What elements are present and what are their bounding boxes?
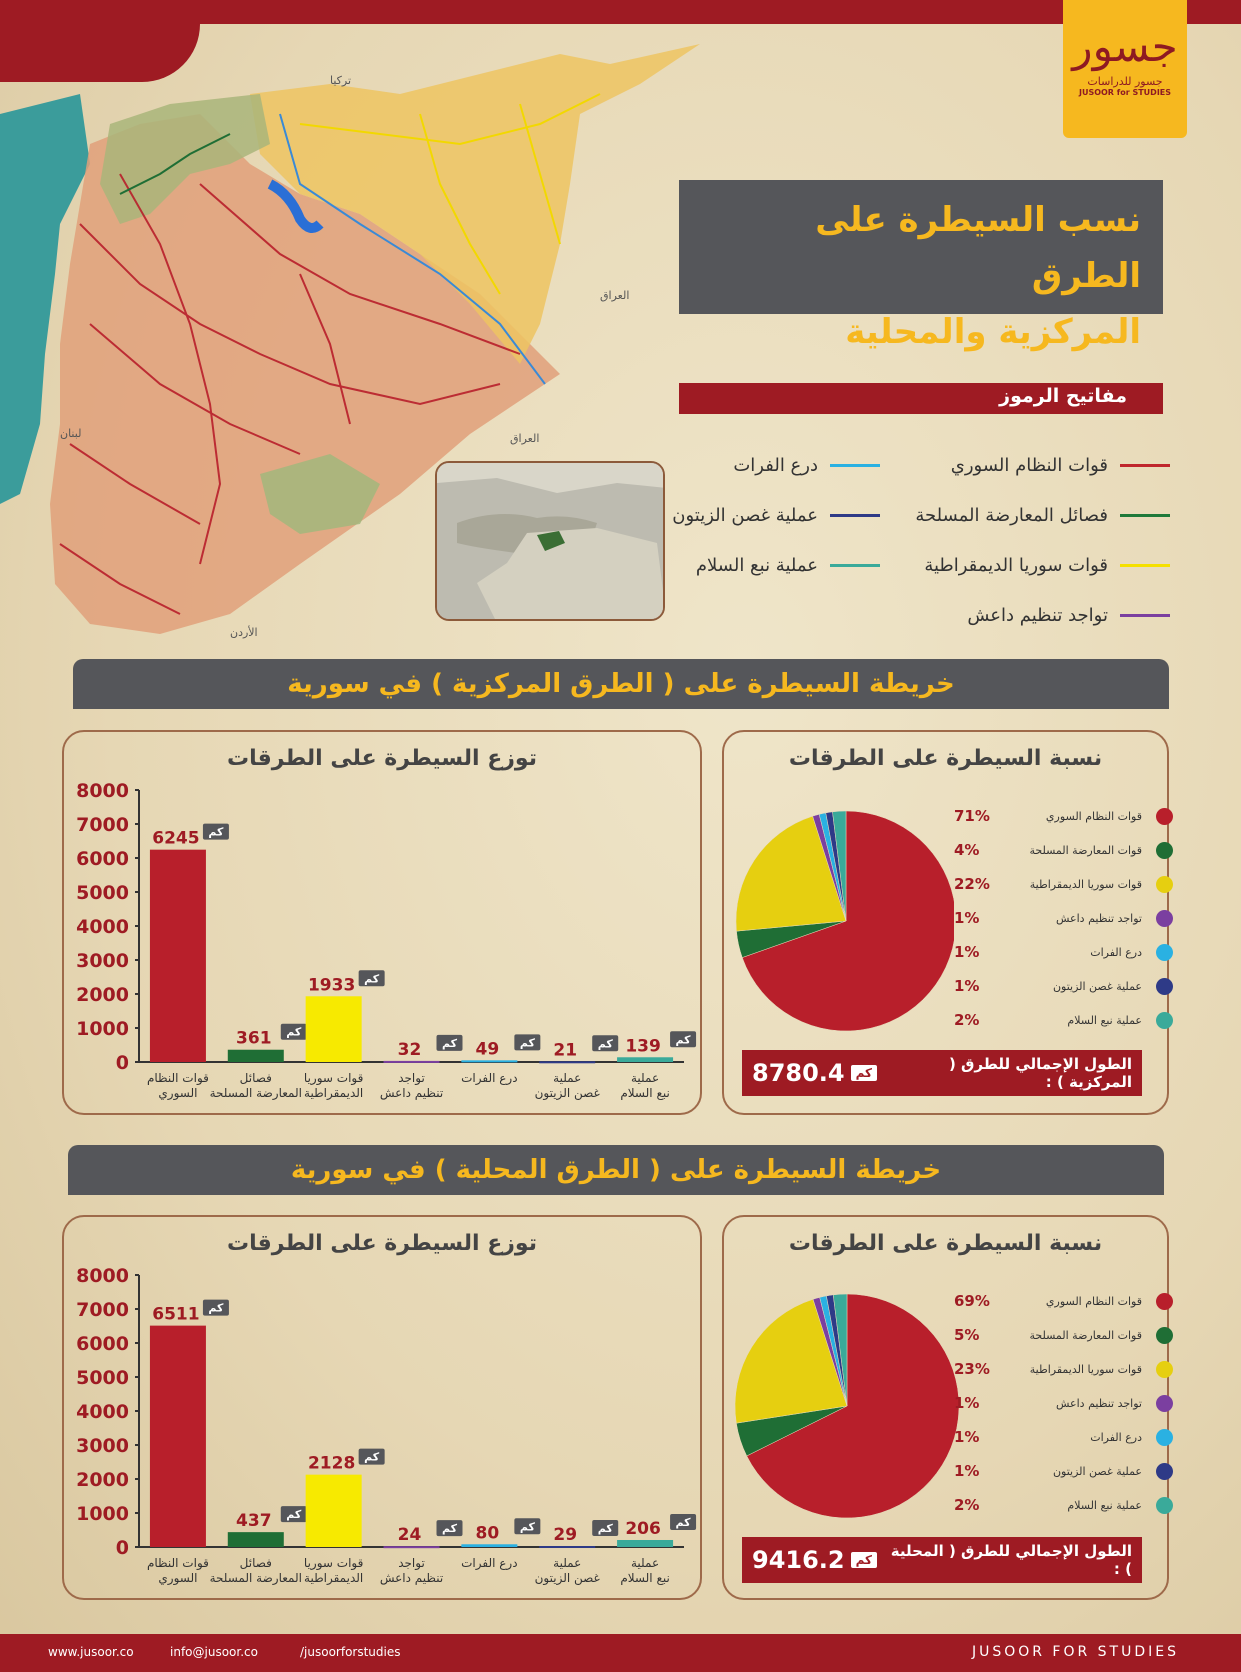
map-label-iraq: العراق xyxy=(600,289,630,302)
unit-badge-label: كم xyxy=(286,1508,302,1522)
pie-chart-local xyxy=(732,1289,962,1519)
bar-value-label: 437 xyxy=(236,1511,272,1532)
total-unit: كم xyxy=(851,1552,877,1568)
bar-value-label: 21 xyxy=(553,1040,578,1061)
y-tick-label: 5000 xyxy=(76,882,129,904)
bar-value-label: 361 xyxy=(236,1028,272,1049)
pie-legend-label: تواجد تنظيم داعش xyxy=(1056,911,1142,925)
pie-legend-item xyxy=(954,935,1173,969)
y-tick-label: 2000 xyxy=(76,1469,129,1491)
legend-item-isis xyxy=(870,601,1170,629)
unit-badge-label: كم xyxy=(675,1515,691,1529)
footer xyxy=(0,1634,1241,1672)
y-tick-label: 4000 xyxy=(76,916,129,938)
logo-mark: جسور xyxy=(1072,22,1178,71)
legend-item-regime xyxy=(870,451,1170,479)
bar-value-label: 6245 xyxy=(152,828,200,849)
pie-legend-dot xyxy=(1156,1429,1173,1446)
pie-legend-item xyxy=(954,969,1173,1003)
bar-panel-local xyxy=(62,1215,702,1600)
section-heading-central: خريطة السيطرة على ( الطرق المركزية ) في سورية xyxy=(73,659,1169,709)
bar-value-label: 2128 xyxy=(307,1453,356,1474)
bar-chart-central xyxy=(64,772,704,1112)
bar xyxy=(617,1540,673,1547)
unit-badge-label: كم xyxy=(597,1037,613,1051)
title-line-2: المركزية والمحلية xyxy=(845,312,1141,352)
footer-web-link[interactable]: www.jusoor.co xyxy=(48,1645,134,1659)
pie-legend-percent: 71% xyxy=(954,807,990,825)
total-unit: كم xyxy=(851,1065,877,1081)
title-line-1: نسب السيطرة على الطرق xyxy=(815,200,1141,296)
legend-label: تواجد تنظيم داعش xyxy=(967,604,1108,626)
x-tick-label: نبع السلام xyxy=(620,1086,670,1100)
pie-legend-label: عملية غصن الزيتون xyxy=(1052,1464,1142,1478)
bar xyxy=(150,1326,206,1547)
pie-legend-label: قوات المعارضة المسلحة xyxy=(1029,1328,1142,1342)
bar-chart-local xyxy=(64,1257,704,1597)
x-tick-label: قوات سوريا xyxy=(303,1071,364,1085)
x-tick-label: درع الفرات xyxy=(461,1556,518,1570)
pie-legend-label: درع الفرات xyxy=(1090,945,1142,959)
legend-heading: مفاتيح الرموز xyxy=(679,383,1163,414)
bar xyxy=(461,1060,517,1062)
x-tick-label: عملية xyxy=(553,1071,582,1085)
pie-legend-label: قوات المعارضة المسلحة xyxy=(1029,843,1142,857)
x-tick-label: السوري xyxy=(158,1571,198,1585)
x-tick-label: عملية xyxy=(631,1071,660,1085)
y-tick-label: 7000 xyxy=(76,814,129,836)
unit-badge-label: كم xyxy=(364,1450,380,1464)
legend-item-opposition xyxy=(870,501,1170,529)
y-tick-label: 7000 xyxy=(76,1299,129,1321)
pie-legend-percent: 4% xyxy=(954,841,980,859)
legend-label: درع الفرات xyxy=(733,454,818,476)
x-tick-label: غصن الزيتون xyxy=(534,1086,600,1100)
pie-legend-percent: 1% xyxy=(954,909,980,927)
pie-legend-central xyxy=(954,799,1173,1037)
x-tick-label: قوات النظام xyxy=(146,1556,209,1570)
pie-legend-percent: 5% xyxy=(954,1326,980,1344)
footer-brand: JUSOOR FOR STUDIES xyxy=(971,1644,1179,1660)
bar xyxy=(539,1546,595,1548)
pie-legend-item xyxy=(954,1488,1173,1522)
bar xyxy=(384,1546,440,1548)
x-tick-label: الديمقراطية xyxy=(304,1086,364,1100)
map-label-lebanon: لبنان xyxy=(60,427,82,440)
x-tick-label: عملية xyxy=(553,1556,582,1570)
pie-chart-central xyxy=(734,804,954,1034)
inset-map-drawing xyxy=(437,463,665,621)
legend-label: عملية غصن الزيتون xyxy=(672,504,818,526)
legend-swatch xyxy=(1120,614,1170,617)
pie-legend-dot xyxy=(1156,1463,1173,1480)
total-length-central xyxy=(742,1050,1142,1096)
x-tick-label: قوات سوريا xyxy=(303,1556,364,1570)
unit-badge-label: كم xyxy=(208,825,224,839)
pie-legend-dot xyxy=(1156,1361,1173,1378)
pie-legend-item xyxy=(954,1318,1173,1352)
pie-legend-label: قوات النظام السوري xyxy=(1045,1294,1142,1308)
section-heading-local: خريطة السيطرة على ( الطرق المحلية ) في سورية xyxy=(68,1145,1164,1195)
logo-arabic-name: جسور للدراسات xyxy=(1087,75,1163,88)
total-value: 9416.2 xyxy=(752,1546,845,1574)
pie-legend-label: درع الفرات xyxy=(1090,1430,1142,1444)
legend-item-euphrates-shield xyxy=(660,451,880,479)
bar-value-label: 29 xyxy=(553,1525,578,1546)
x-tick-label: درع الفرات xyxy=(461,1071,518,1085)
x-tick-label: تنظيم داعش xyxy=(379,1571,444,1585)
x-tick-label: تنظيم داعش xyxy=(379,1086,444,1100)
y-tick-label: 6000 xyxy=(76,848,129,870)
x-tick-label: غصن الزيتون xyxy=(534,1571,600,1585)
pie-legend-percent: 1% xyxy=(954,943,980,961)
pie-legend-dot xyxy=(1156,944,1173,961)
logo-english-name: JUSOOR for STUDIES xyxy=(1078,88,1172,97)
pie-legend-dot xyxy=(1156,978,1173,995)
y-tick-label: 6000 xyxy=(76,1333,129,1355)
x-tick-label: نبع السلام xyxy=(620,1571,670,1585)
total-label: الطول الإجمالي للطرق ( المركزية ) : xyxy=(948,1055,1132,1091)
footer-social-link[interactable]: /jusoorforstudies xyxy=(300,1645,401,1659)
unit-badge-label: كم xyxy=(519,1036,535,1050)
pie-panel-central xyxy=(722,730,1169,1115)
unit-badge-label: كم xyxy=(441,1522,458,1536)
pie-legend-label: قوات سوريا الديمقراطية xyxy=(1029,877,1142,891)
bar xyxy=(384,1061,440,1063)
legend-item-peace-spring xyxy=(660,551,880,579)
unit-badge-label: كم xyxy=(208,1301,224,1315)
bar xyxy=(617,1057,673,1062)
pie-legend-dot xyxy=(1156,1497,1173,1514)
legend-swatch xyxy=(1120,464,1170,467)
pie-legend-label: تواجد تنظيم داعش xyxy=(1056,1396,1142,1410)
pie-legend-dot xyxy=(1156,876,1173,893)
pie-legend-item xyxy=(954,1454,1173,1488)
bar-chart-title: توزع السيطرة على الطرقات xyxy=(227,1231,537,1256)
y-tick-label: 2000 xyxy=(76,984,129,1006)
bar xyxy=(228,1050,284,1062)
pie-chart-title: نسبة السيطرة على الطرقات xyxy=(788,746,1103,771)
bar xyxy=(539,1061,595,1063)
pie-legend-percent: 1% xyxy=(954,1428,980,1446)
x-tick-label: فصائل xyxy=(239,1556,272,1570)
y-tick-label: 1000 xyxy=(76,1503,129,1525)
map-label-turkey: تركيا xyxy=(330,74,352,87)
unit-badge-label: كم xyxy=(364,972,380,986)
pie-legend-item xyxy=(954,799,1173,833)
x-tick-label: فصائل xyxy=(239,1071,272,1085)
pie-legend-local xyxy=(954,1284,1173,1522)
pie-legend-dot xyxy=(1156,910,1173,927)
x-tick-label: قوات النظام xyxy=(146,1071,209,1085)
pie-legend-item xyxy=(954,1420,1173,1454)
pie-panel-local xyxy=(722,1215,1169,1600)
y-tick-label: 0 xyxy=(115,1537,129,1559)
x-tick-label: الديمقراطية xyxy=(304,1571,364,1585)
pie-legend-percent: 23% xyxy=(954,1360,990,1378)
x-tick-label: عملية xyxy=(631,1556,660,1570)
bar-value-label: 24 xyxy=(397,1525,422,1546)
legend-column-left xyxy=(660,451,880,579)
pie-legend-percent: 22% xyxy=(954,875,990,893)
legend-item-sdf xyxy=(870,551,1170,579)
pie-legend-percent: 1% xyxy=(954,1394,980,1412)
bar xyxy=(228,1532,284,1547)
pie-legend-dot xyxy=(1156,808,1173,825)
legend-swatch xyxy=(830,564,880,567)
footer-email-link[interactable]: info@jusoor.co xyxy=(170,1645,258,1659)
y-tick-label: 5000 xyxy=(76,1367,129,1389)
legend-swatch xyxy=(830,464,880,467)
pie-legend-dot xyxy=(1156,1012,1173,1029)
x-tick-label: تواجد xyxy=(398,1071,425,1085)
pie-legend-dot xyxy=(1156,1395,1173,1412)
x-tick-label: السوري xyxy=(158,1086,198,1100)
map-label-jordan: الأردن xyxy=(230,626,258,639)
pie-legend-dot xyxy=(1156,1327,1173,1344)
bar-value-label: 206 xyxy=(625,1518,661,1539)
bar-value-label: 80 xyxy=(475,1523,500,1544)
unit-badge-label: كم xyxy=(441,1036,458,1050)
bar xyxy=(306,996,362,1062)
legend-swatch xyxy=(830,514,880,517)
y-tick-label: 1000 xyxy=(76,1018,129,1040)
bar xyxy=(461,1544,517,1547)
pie-legend-item xyxy=(954,1352,1173,1386)
unit-badge-label: كم xyxy=(286,1025,302,1039)
pie-legend-percent: 2% xyxy=(954,1496,980,1514)
y-tick-label: 0 xyxy=(115,1052,129,1074)
x-tick-label: المعارضة المسلحة xyxy=(209,1086,302,1100)
top-banner xyxy=(0,0,1241,24)
pie-legend-label: قوات سوريا الديمقراطية xyxy=(1029,1362,1142,1376)
bar-value-label: 1933 xyxy=(307,975,356,996)
bar xyxy=(306,1475,362,1547)
legend-column-right xyxy=(870,451,1170,629)
pie-legend-percent: 69% xyxy=(954,1292,990,1310)
legend-label: قوات النظام السوري xyxy=(950,454,1108,476)
legend-swatch xyxy=(1120,514,1170,517)
bar xyxy=(150,850,206,1062)
pie-legend-item xyxy=(954,1284,1173,1318)
pie-legend-item xyxy=(954,1386,1173,1420)
legend-label: قوات سوريا الديمقراطية xyxy=(924,554,1108,576)
legend-label: عملية نبع السلام xyxy=(695,554,818,576)
total-length-local xyxy=(742,1537,1142,1583)
y-tick-label: 8000 xyxy=(76,780,129,802)
x-tick-label: تواجد xyxy=(398,1556,425,1570)
pie-legend-dot xyxy=(1156,842,1173,859)
pie-legend-percent: 1% xyxy=(954,1462,980,1480)
legend-item-olive-branch xyxy=(660,501,880,529)
total-label: الطول الإجمالي للطرق ( المحلية ) : xyxy=(890,1542,1132,1578)
bar-value-label: 32 xyxy=(397,1039,422,1060)
pie-legend-label: عملية نبع السلام xyxy=(1067,1013,1142,1027)
unit-badge-label: كم xyxy=(597,1522,613,1536)
total-value: 8780.4 xyxy=(752,1059,845,1087)
pie-legend-percent: 1% xyxy=(954,977,980,995)
map-label-iraq-2: العراق xyxy=(510,432,540,445)
pie-legend-label: قوات النظام السوري xyxy=(1045,809,1142,823)
pie-legend-item xyxy=(954,901,1173,935)
y-tick-label: 3000 xyxy=(76,950,129,972)
jusoor-logo xyxy=(1063,0,1187,138)
legend-swatch xyxy=(1120,564,1170,567)
pie-chart-title: نسبة السيطرة على الطرقات xyxy=(788,1231,1103,1256)
y-tick-label: 4000 xyxy=(76,1401,129,1423)
bar-value-label: 49 xyxy=(475,1039,500,1060)
pie-legend-label: عملية غصن الزيتون xyxy=(1052,979,1142,993)
bar-value-label: 139 xyxy=(625,1036,661,1057)
unit-badge-label: كم xyxy=(675,1033,691,1047)
y-tick-label: 3000 xyxy=(76,1435,129,1457)
pie-legend-percent: 2% xyxy=(954,1011,980,1029)
region-inset-map xyxy=(435,461,665,621)
bar-value-label: 6511 xyxy=(152,1304,200,1325)
pie-legend-item xyxy=(954,867,1173,901)
pie-legend-item xyxy=(954,833,1173,867)
y-tick-label: 8000 xyxy=(76,1265,129,1287)
main-title xyxy=(679,180,1163,352)
pie-legend-label: عملية نبع السلام xyxy=(1067,1498,1142,1512)
bar-chart-title: توزع السيطرة على الطرقات xyxy=(227,746,537,771)
x-tick-label: المعارضة المسلحة xyxy=(209,1571,302,1585)
bar-panel-central xyxy=(62,730,702,1115)
pie-legend-dot xyxy=(1156,1293,1173,1310)
pie-legend-item xyxy=(954,1003,1173,1037)
legend-label: فصائل المعارضة المسلحة xyxy=(915,504,1108,526)
unit-badge-label: كم xyxy=(519,1520,535,1534)
